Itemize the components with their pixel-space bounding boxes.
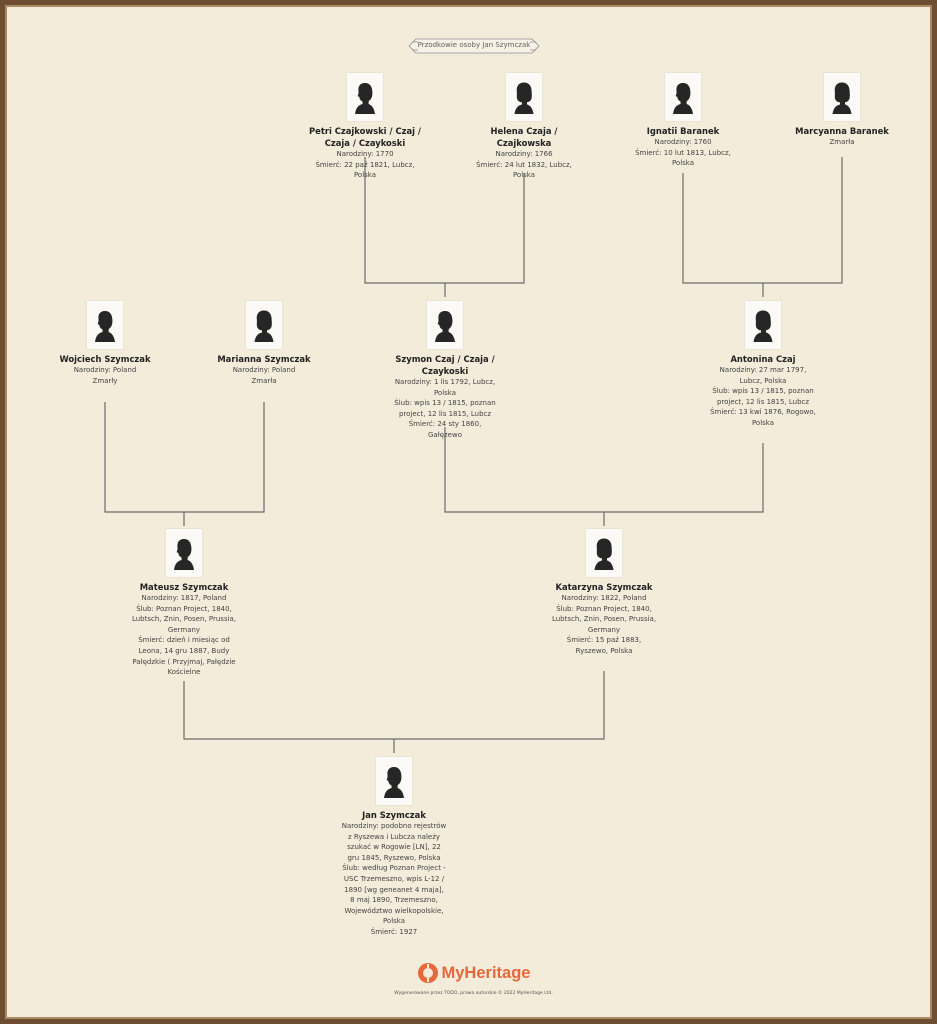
person-card-ignatii[interactable] (598, 73, 768, 169)
person-card-wojciech[interactable] (20, 301, 190, 386)
person-name: Helena Czaja / Czajkowska (490, 126, 558, 148)
person-name: Katarzyna Szymczak (555, 582, 653, 592)
person-detail: Śmierć: 24 lut 1832, Lubcz, Polska (476, 160, 572, 180)
person-detail: Narodziny: Poland (232, 366, 296, 374)
person-name: Marianna Szymczak (217, 354, 311, 364)
copyright-note: Wygenerowane przez TODO, prawa autorskie © 2022 MyHeritage Ltd. (394, 991, 553, 996)
myheritage-logo-icon (417, 962, 439, 984)
photo-frame (506, 73, 542, 121)
male-silhouette-icon (352, 80, 378, 114)
tree-title: Przodkowie osoby Jan Szymczak (417, 41, 531, 49)
photo-frame (376, 757, 412, 805)
person-detail: Narodziny: 1766 (495, 150, 553, 158)
person-card-helena[interactable] (439, 73, 609, 181)
person-name: Szymon Czaj / Czaja / Czaykoski (395, 354, 495, 376)
person-name: Ignatii Baranek (646, 126, 720, 136)
person-detail: Narodziny: 1 lis 1792, Lubcz, Polska (394, 378, 496, 397)
person-detail: Zmarła (251, 376, 277, 385)
person-card-antonina[interactable] (678, 301, 848, 429)
photo-frame (347, 73, 383, 121)
photo-frame (246, 301, 282, 349)
person-detail: Zmarły (92, 376, 118, 385)
person-detail: Śmierć: 15 paź 1883, Ryszewo, Polska (566, 636, 642, 655)
person-detail: Narodziny: 27 mar 1797, Lubcz, Polska (719, 366, 807, 385)
female-silhouette-icon (591, 536, 617, 570)
person-detail: Zmarła (829, 138, 855, 146)
person-detail: Ślub: Poznan Project, 1840, Lubtsch, Znin, Posen, Prussia, Germany (551, 604, 657, 634)
person-card-katarzyna[interactable] (519, 529, 689, 657)
person-card-marianna[interactable] (179, 301, 349, 386)
person-name: Wojciech Szymczak (59, 354, 151, 364)
person-name: Petri Czajkowski / Czaj / Czaja / Czaykoski (309, 126, 421, 148)
male-silhouette-icon (381, 764, 407, 798)
person-detail: Śmierć: 22 paź 1821, Lubcz, Polska (315, 160, 415, 180)
person-detail: Ślub: wpis 13 / 1815, poznan project, 12 lis 1815, Lubcz (394, 399, 496, 418)
photo-frame (586, 529, 622, 577)
person-detail: Śmierć: 13 kwi 1876, Rogowo, Polska (710, 408, 816, 427)
photo-frame (427, 301, 463, 349)
photo-frame (166, 529, 202, 577)
person-detail: Narodziny: 1770 (336, 150, 394, 158)
photo-frame (824, 73, 860, 121)
person-name: Marcyanna Baranek (795, 126, 889, 136)
person-card-petri[interactable] (280, 73, 450, 181)
photo-frame (665, 73, 701, 121)
person-detail: Ślub: wpis 13 / 1815, poznan project, 12 lis 1815, Lubcz (712, 387, 814, 406)
person-detail: Narodziny: podobno rejestrów z Ryszewa i Lubcza należy szukać w Rogowie [LN], 22 gru 1845, Ryszewo, Polska (341, 822, 447, 862)
person-name: Antonina Czaj (730, 354, 796, 364)
person-card-szymon[interactable] (360, 301, 530, 441)
person-card-jan[interactable] (309, 757, 479, 938)
male-silhouette-icon (171, 536, 197, 570)
person-name: Jan Szymczak (362, 810, 426, 820)
person-detail: Ślub: Poznan Project, 1840, Lubtsch, Znin, Posen, Prussia, Germany (131, 604, 237, 634)
person-detail: Śmierć: dzień i miesiąc od Leona, 14 gru 1887, Budy Pałędzkie ( Przyjmaj, Pałędzie Kościelne (132, 636, 236, 677)
myheritage-logo[interactable] (5, 962, 937, 988)
person-detail: Śmierć: 10 lut 1813, Lubcz, Polska (635, 148, 731, 168)
person-detail: Narodziny: 1817, Poland (141, 594, 227, 602)
person-detail: Śmierć: 1927 (370, 927, 418, 936)
logo-text: MyHeritage (441, 963, 531, 982)
person-card-mateusz[interactable] (99, 529, 269, 678)
person-detail: Narodziny: Poland (73, 366, 137, 374)
photo-frame (87, 301, 123, 349)
male-silhouette-icon (670, 80, 696, 114)
person-detail: Narodziny: 1760 (654, 138, 712, 146)
person-detail: Narodziny: 1822, Poland (561, 594, 647, 602)
female-silhouette-icon (511, 80, 537, 114)
person-detail: Śmierć: 24 sty 1860, Gałęzewo (408, 420, 482, 439)
photo-frame (745, 301, 781, 349)
male-silhouette-icon (92, 308, 118, 342)
person-detail: Ślub: według Poznan Project - USC Trzemeszno, wpis L-12 / 1890 [wg geneanet 4 maja], 8 maj 1890, Trzemeszno, Województwo wielkopolskie, Polska (342, 864, 446, 926)
person-name: Mateusz Szymczak (139, 582, 229, 592)
male-silhouette-icon (432, 308, 458, 342)
female-silhouette-icon (750, 308, 776, 342)
female-silhouette-icon (829, 80, 855, 114)
female-silhouette-icon (251, 308, 277, 342)
person-card-marcyanna[interactable] (757, 73, 927, 148)
